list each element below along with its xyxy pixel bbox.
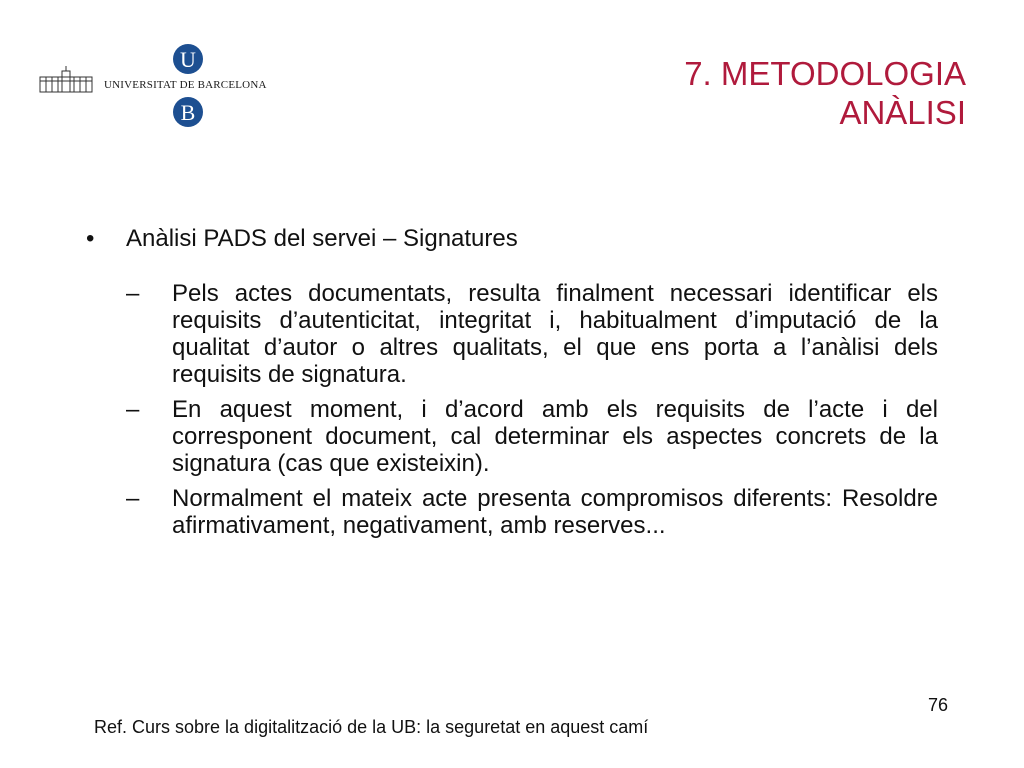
sub-item [126,396,938,477]
sub-item-text: En aquest moment, i d’acord amb els requisits de l’acte i del corresponent document, cal determinar els aspectes concrets de la signatura (cas que existeixin). [172,396,938,477]
sub-item-text: Normalment el mateix acte presenta compromisos diferents: Resoldre afirmativament, negativament, amb reserves... [172,485,938,539]
page-number: 76 [927,695,948,715]
dash-mark: – [126,485,140,512]
reference-footer: Ref. Curs sobre la digitalització de la UB: la seguretat en aquest camí [94,717,649,737]
building-icon [40,66,92,92]
sub-item-text: Pels actes documentats, resulta finalment necessari identificar els requisits d’autenticitat, integritat i, habitualment d’imputació de la qualitat d’autor o altres qualitats, el que ens porta a l’anàlisi dels requisits de signatura. [172,280,938,388]
university-name: UNIVERSITAT DE BARCELONA [104,79,267,91]
university-logo [38,44,278,130]
dash-mark: – [126,280,140,307]
bullet-item [86,222,938,256]
title-line-1: 7. METODOLOGIA [684,55,966,92]
bullet-text: Anàlisi PADS del servei – Signatures [126,225,518,252]
dash-mark: – [126,396,140,423]
sub-list [126,280,938,539]
sub-item [126,485,938,539]
logo-letter-u: U [180,47,196,72]
slide-body [86,222,938,547]
sub-item [126,280,938,388]
logo-letter-b: B [180,100,196,125]
title-line-2: ANÀLISI [839,94,966,131]
slide-title [684,54,966,132]
bullet-dot: • [86,225,95,252]
